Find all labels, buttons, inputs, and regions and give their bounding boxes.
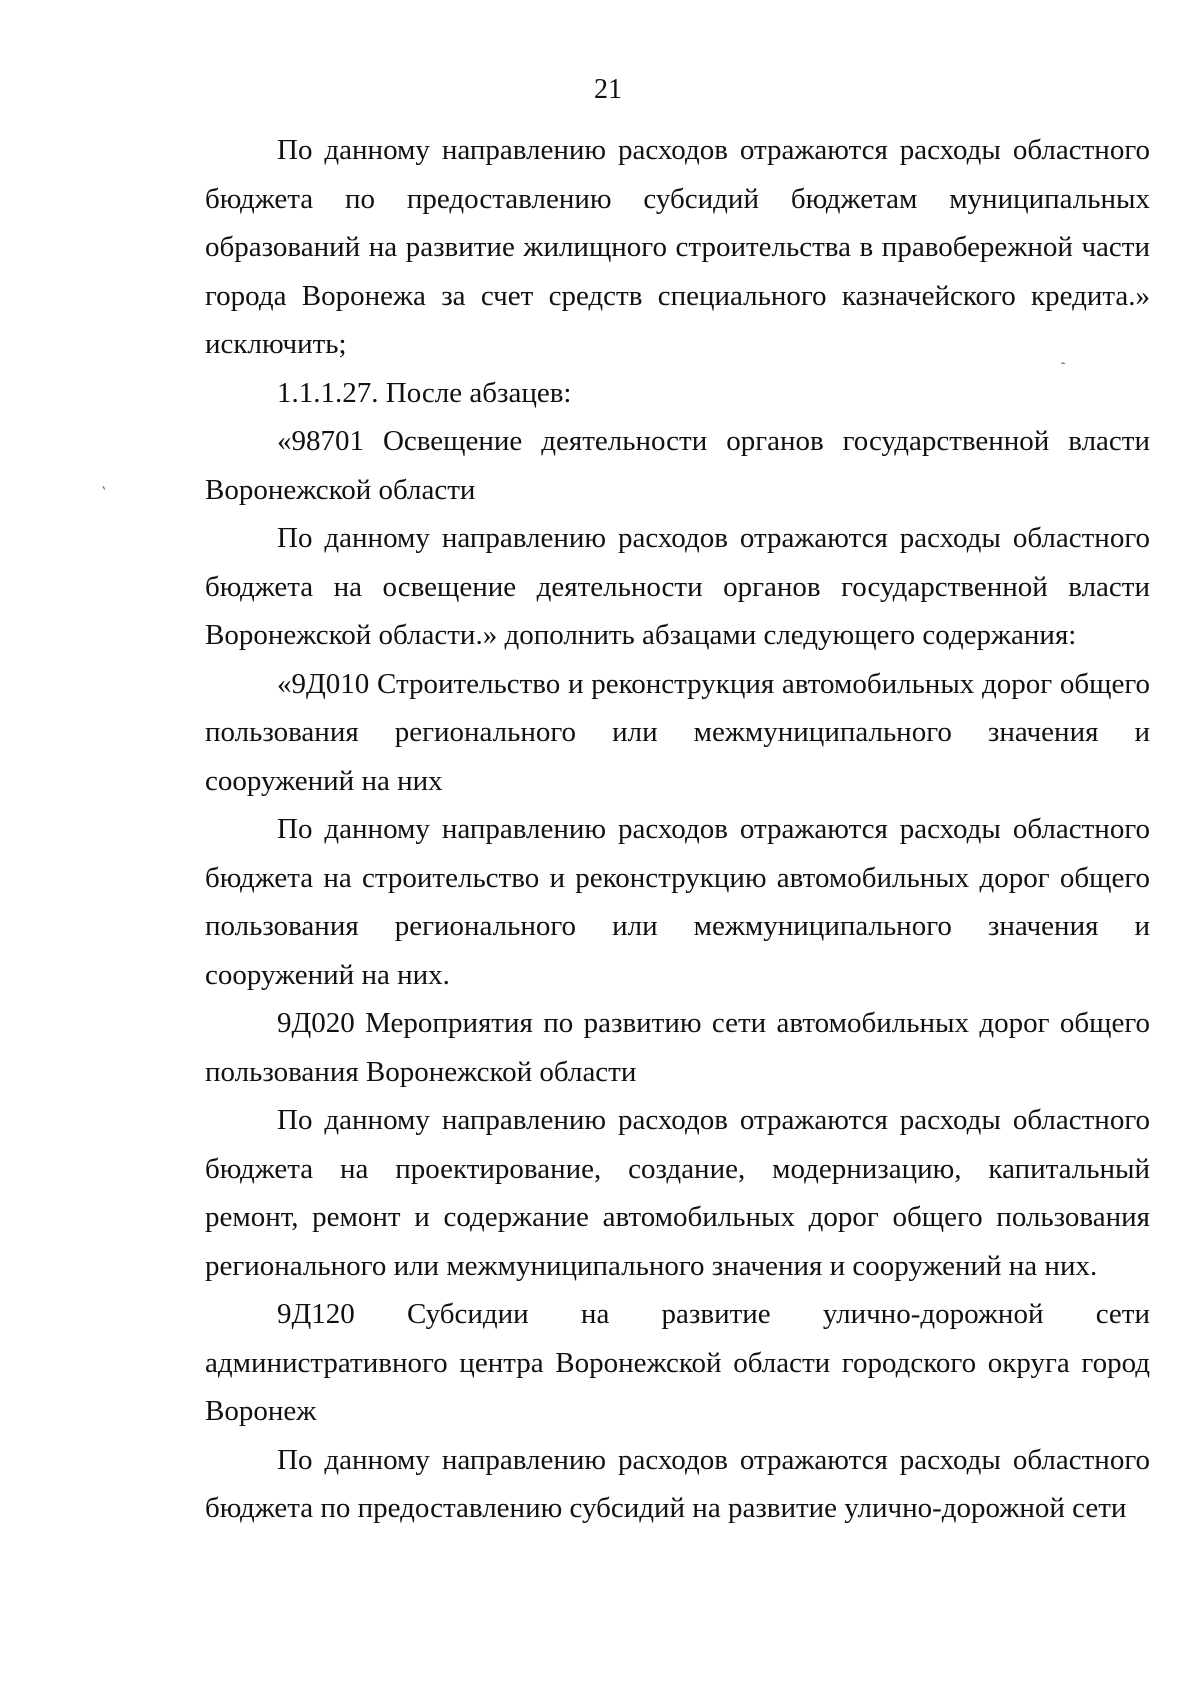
paragraph-code-9d020-title: 9Д020 Мероприятия по развитию сети автомобильных дорог общего пользования Воронежской области: [205, 1007, 1150, 1088]
paragraph-code-9d020-description: По данному направлению расходов отражаются расходы областного бюджета на проектирование, создание, модернизацию, капитальный ремонт, ремонт и содержание автомобильных дорог общего пользования регионального или межмуниципального значения и сооружений на них.: [205, 1104, 1150, 1282]
paragraph-code-9d010-title: «9Д010 Строительство и реконструкция автомобильных дорог общего пользования регионального или межмуниципального значения и сооружений на них: [205, 667, 1150, 797]
paragraph-code-9d120-title: 9Д120 Субсидии на развитие улично-дорожной сети административного центра Воронежской области городского округа город Воронеж: [205, 1298, 1150, 1427]
paragraph-clause-1-1-1-27: 1.1.1.27. После абзацев:: [277, 376, 572, 409]
page-number: 21: [594, 74, 622, 105]
paragraph-code-9d120-description: По данному направлению расходов отражаются расходы областного бюджета по предоставлению субсидий на развитие улично-дорожной сети: [205, 1443, 1150, 1524]
paragraph-code-98701-title: «98701 Освещение деятельности органов государственной власти Воронежской области: [205, 425, 1150, 506]
stray-mark: ˋ: [95, 482, 109, 504]
paragraph-budget-subsidies-housing: По данному направлению расходов отражаются расходы областного бюджета по предоставлению субсидий бюджетам муниципальных образований на развитие жилищного строительства в правобережной части города Воронежа за счет средств специального казначейского кредита.» исключить;: [205, 134, 1150, 360]
stray-mark: ˏ: [1051, 345, 1067, 367]
document-body: [205, 126, 1150, 1533]
paragraph-code-9d010-description: По данному направлению расходов отражаются расходы областного бюджета на строительство и реконструкцию автомобильных дорог общего пользования регионального или межмуниципального значения и сооружений на них.: [205, 813, 1150, 991]
paragraph-code-98701-description: По данному направлению расходов отражаются расходы областного бюджета на освещение деятельности органов государственной власти Воронежской области.» дополнить абзацами следующего содержания:: [205, 522, 1150, 651]
